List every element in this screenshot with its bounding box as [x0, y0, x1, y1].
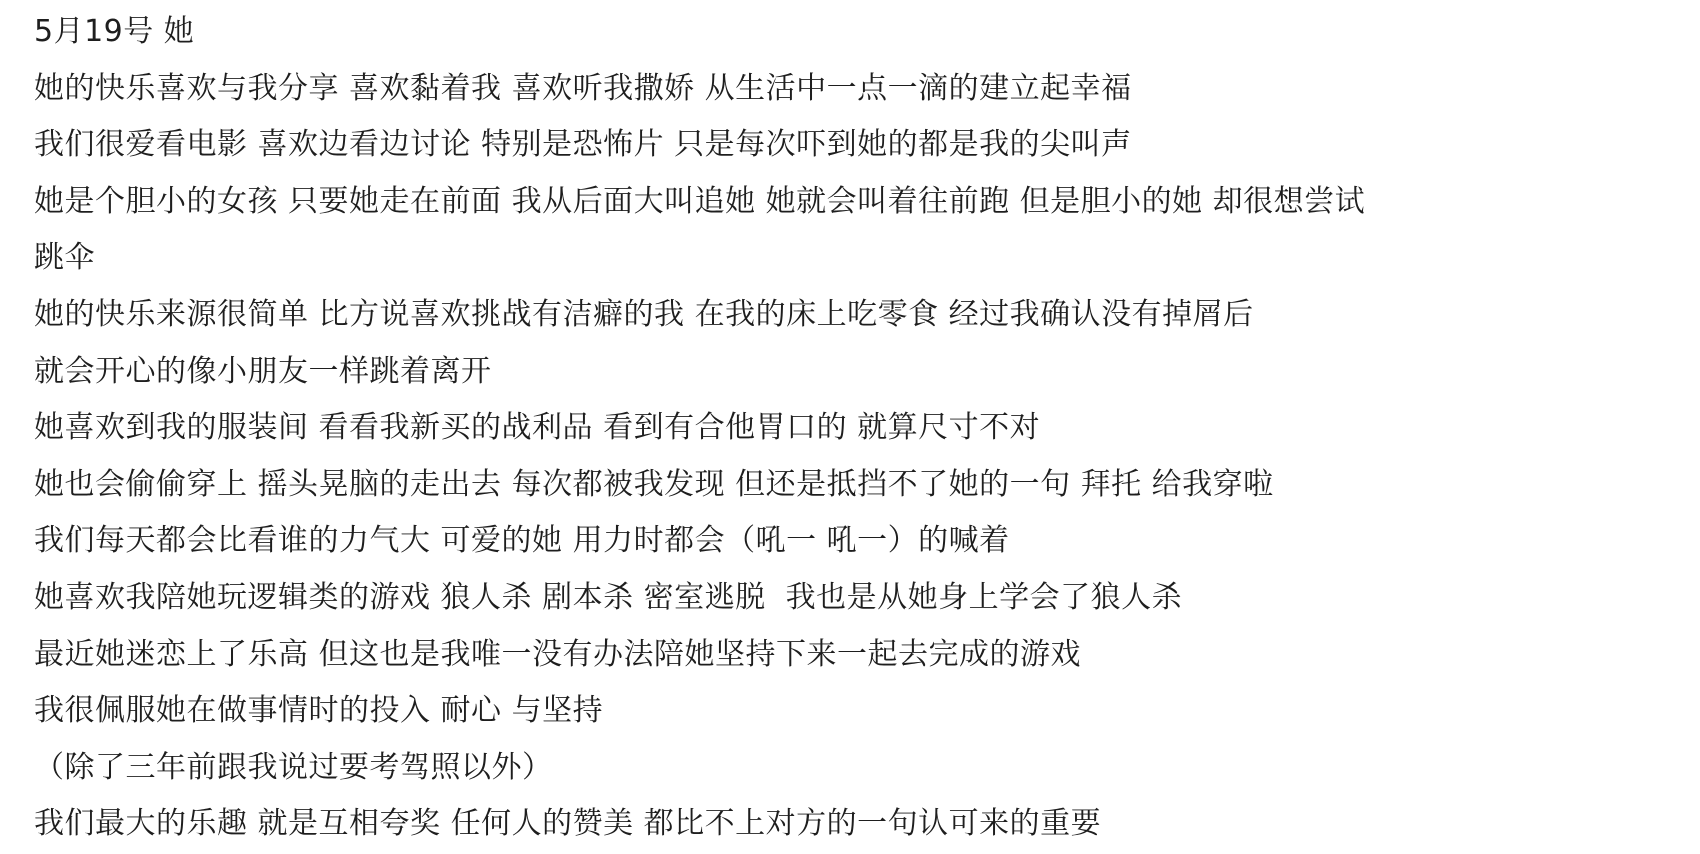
post-text-line: 我很佩服她在做事情时的投入 耐心 与坚持: [34, 693, 604, 729]
post-text-line: 就会开心的像小朋友一样跳着离开: [34, 353, 492, 389]
post-text-body: [34, 4, 1674, 853]
post-text-line: （除了三年前跟我说过要考驾照以外）: [34, 749, 553, 785]
post-text-line: 她喜欢到我的服装间 看看我新买的战利品 看到有合他胃口的 就算尺寸不对: [34, 410, 1041, 446]
post-text-line: 她是个胆小的女孩 只要她走在前面 我从后面大叫追她 她就会叫着往前跑 但是胆小的她 却很想尝试: [34, 183, 1366, 219]
post-text-line: 她也会偷偷穿上 摇头晃脑的走出去 每次都被我发现 但还是抵挡不了她的一句 拜托 给我穿啦: [34, 466, 1274, 502]
post-text-line: 她的快乐来源很简单 比方说喜欢挑战有洁癖的我 在我的床上吃零食 经过我确认没有掉屑后: [34, 296, 1254, 332]
post-text-line: 她的快乐喜欢与我分享 喜欢黏着我 喜欢听我撒娇 从生活中一点一滴的建立起幸福: [34, 70, 1132, 106]
post-date-line: 5月19号 她: [34, 14, 195, 49]
post-text-line: 她喜欢我陪她玩逻辑类的游戏 狼人杀 剧本杀 密室逃脱 我也是从她身上学会了狼人杀: [34, 579, 1183, 615]
post-text-line: 跳伞: [34, 240, 95, 276]
post-text-line: 最近她迷恋上了乐高 但这也是我唯一没有办法陪她坚持下来一起去完成的游戏: [34, 636, 1082, 672]
post-text-line: 我们每天都会比看谁的力气大 可爱的她 用力时都会（吼一 吼一）的喊着: [34, 523, 1010, 559]
post-text-line: 我们最大的乐趣 就是互相夸奖 任何人的赞美 都比不上对方的一句认可来的重要: [34, 806, 1102, 842]
post-text-line: 我们很爱看电影 喜欢边看边讨论 特别是恐怖片 只是每次吓到她的都是我的尖叫声: [34, 127, 1132, 163]
